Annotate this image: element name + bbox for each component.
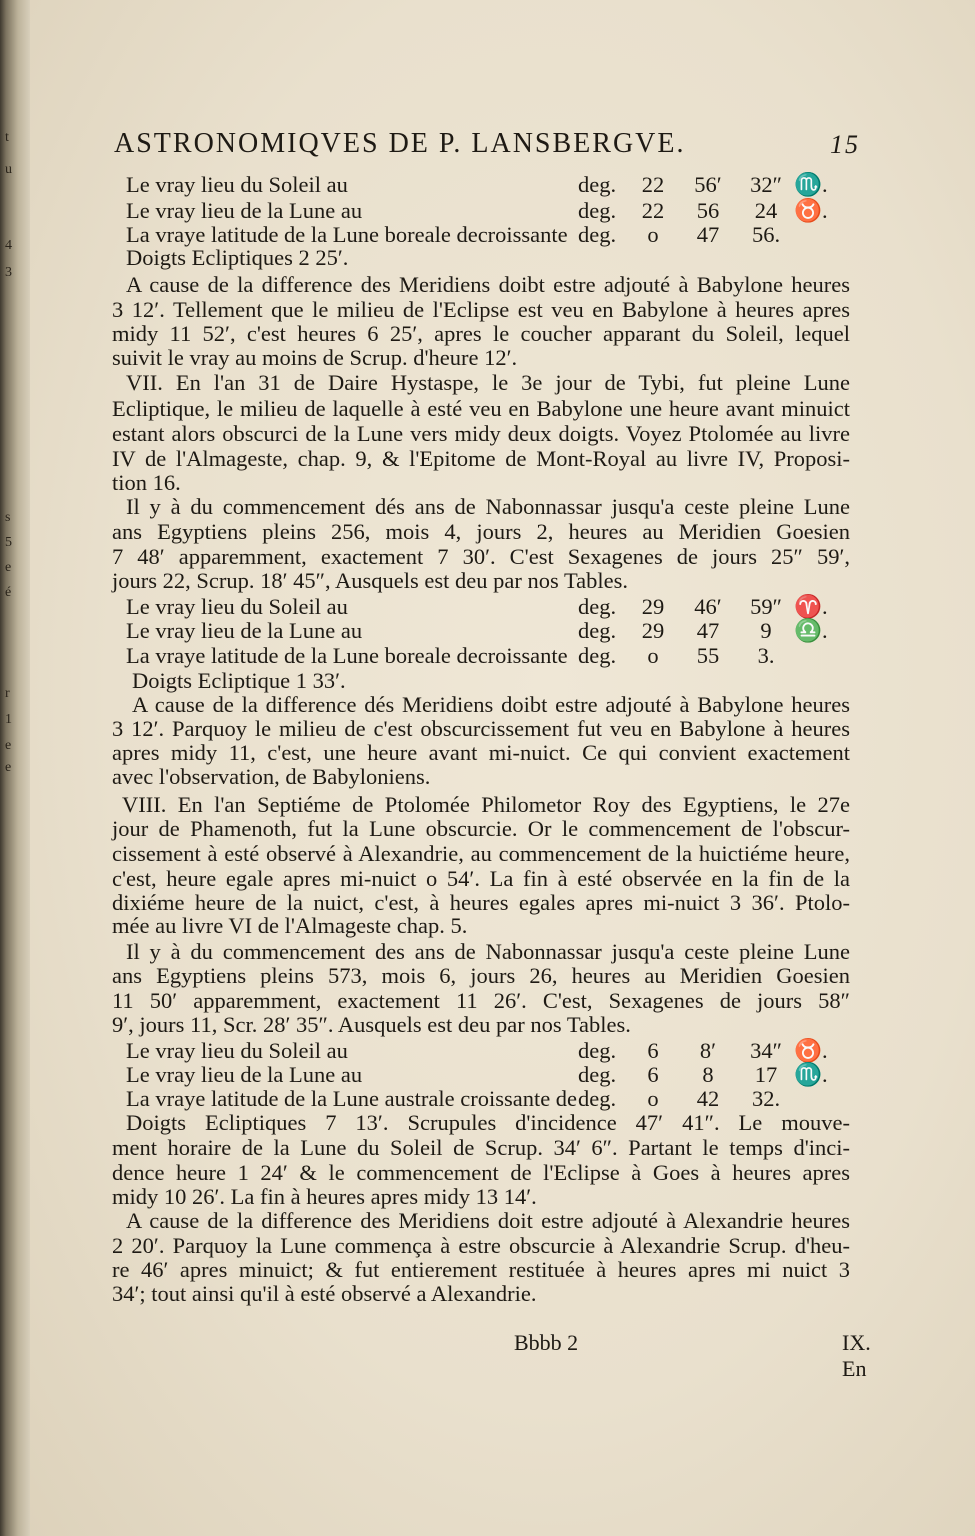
gutter-letter: é — [5, 585, 12, 600]
text-line: tion 16. — [112, 470, 181, 495]
page-sheet — [30, 0, 975, 1536]
zodiac-sign: ♏. — [794, 1062, 828, 1087]
row-degrees: 6 — [647, 1038, 659, 1063]
row-minutes: 8 — [702, 1062, 714, 1087]
catchword: IX. En — [842, 1330, 871, 1381]
row-degrees: 29 — [641, 618, 665, 643]
text-line: 34′; tout ainsi qu'il à esté observé a Alexandrie. — [112, 1281, 537, 1306]
text-line: apres midy 11, c'est, une heure avant mi-nuict. Ce qui convient exactement — [112, 740, 850, 765]
row-label: Le vray lieu de la Lune au — [126, 1062, 363, 1087]
text-line: A cause de la difference des Meridiens doibt estre adjouté à Babylone heures — [126, 272, 850, 297]
row-degrees: 29 — [641, 594, 665, 619]
row-seconds: 24 — [754, 198, 778, 223]
row-unit: deg. — [578, 1062, 617, 1087]
text-line: IV de l'Almageste, chap. 9, & l'Epitome de Mont-Royal au livre IV, Proposi- — [112, 446, 850, 471]
running-title: ASTRONOMIQVES DE P. LANSBERGVE. — [114, 128, 686, 159]
row-unit: deg. — [578, 643, 617, 668]
row-degrees: o — [647, 1086, 659, 1111]
gutter-letter: e — [5, 560, 12, 575]
zodiac-sign: ♉. — [794, 1038, 828, 1063]
row-minutes: 56′ — [694, 172, 722, 197]
table-row — [126, 618, 846, 644]
text-line: 2 20′. Parquoy la Lune commença à estre obscurcie à Alexandrie Scrup. d'heu- — [112, 1233, 850, 1258]
zodiac-sign: ♏. — [794, 172, 828, 197]
text-line: 3 12′. Parquoy le milieu de c'est obscurcissement fut veu en Babylone à heures — [112, 716, 850, 741]
gutter-letter: e — [5, 738, 12, 753]
text-line: 9′, jours 11, Scr. 28′ 35″. Ausquels est deu par nos Tables. — [112, 1012, 631, 1037]
text-line: jour de Phamenoth, fut la Lune obscurcie. Or le commencement de l'obscur- — [112, 816, 850, 841]
row-unit: deg. — [578, 618, 617, 643]
text-line: 7 48′ apparemment, exactement 7 30′. C'est Sexagenes de jours 25″ 59′, — [112, 544, 850, 569]
text-line: midy 11 52′, c'est heures 6 25′, apres le coucher apparant du Soleil, lequel — [112, 321, 850, 346]
text-line: VIII. En l'an Septiéme de Ptolomée Philometor Roy des Egyptiens, le 27e — [122, 792, 850, 817]
row-seconds: 56. — [751, 222, 781, 247]
row-seconds: 34″ — [750, 1038, 782, 1063]
gutter-letter: 5 — [5, 535, 12, 550]
text-line: ans Egyptiens pleins 256, mois 4, jours 2, heures au Meridien Goesien — [112, 519, 850, 544]
row-unit: deg. — [578, 594, 617, 619]
running-header — [114, 128, 860, 162]
text-line: Il y à du commencement dés ans de Nabonnassar jusqu'a ceste pleine Lune — [126, 494, 850, 519]
row-minutes: 56 — [696, 198, 720, 223]
row-label: Le vray lieu du Soleil au — [126, 172, 348, 197]
row-unit: deg. — [578, 1086, 617, 1111]
text-line: Doigts Ecliptiques 7 13′. Scrupules d'incidence 47′ 41″. Le mouve- — [126, 1110, 850, 1135]
row-degrees: 22 — [641, 172, 665, 197]
row-seconds: 17 — [754, 1062, 778, 1087]
text-line: c'est, heure egale apres mi-nuict o 54′. La fin à esté observée en la fin de la — [112, 866, 850, 891]
text-line: 11 50′ apparemment, exactement 11 26′. C'est, Sexagenes de jours 58″ — [112, 988, 850, 1013]
text-line: jours 22, Scrup. 18′ 45″, Ausquels est deu par nos Tables. — [112, 568, 629, 593]
text-line: 3 12′. Tellement que le milieu de l'Eclipse est veu en Babylone à heures apres — [112, 297, 850, 322]
gutter-letter: u — [5, 162, 12, 177]
row-degrees: 6 — [647, 1062, 659, 1087]
row-label: Le vray lieu de la Lune au — [126, 198, 363, 223]
row-minutes: 55 — [696, 643, 720, 668]
gutter-letter: t — [5, 130, 9, 145]
text-line: avec l'observation, de Babyloniens. — [112, 764, 431, 789]
gutter-letter: r — [5, 686, 10, 701]
text-line: dence heure 1 24′ & le commencement de l'Eclipse à Goes à heures apres — [112, 1160, 850, 1185]
row-minutes: 46′ — [694, 594, 722, 619]
row-unit: deg. — [578, 172, 617, 197]
row-minutes: 8′ — [699, 1038, 717, 1063]
text-line: Doigts Ecliptique 1 33′. — [132, 668, 346, 693]
text-line: dixiéme heure de la nuict, c'est, à heures egales apres mi-nuict 3 36′. Ptolo- — [112, 890, 850, 915]
table-row — [126, 1086, 846, 1112]
table-row — [126, 594, 846, 620]
row-label: La vraye latitude de la Lune australe croissante de — [126, 1086, 578, 1111]
zodiac-sign: ♎. — [794, 618, 828, 643]
row-degrees: o — [647, 643, 659, 668]
text-line: A cause de la difference dés Meridiens doibt estre adjouté à Babylone heures — [132, 692, 850, 717]
gutter-letter: 4 — [5, 238, 12, 253]
text-line: estant alors obscurci de la Lune vers midy deux doigts. Voyez Ptolomée au livre — [112, 421, 850, 446]
text-line: midy 10 26′. La fin à heures apres midy 13 14′. — [112, 1184, 537, 1209]
row-seconds: 59″ — [750, 594, 782, 619]
text-line: re 46′ apres minuict; & fut entierement restituée à heures apres mi nuict 3 — [112, 1257, 850, 1282]
row-seconds: 32. — [751, 1086, 781, 1111]
text-line: cissement à esté observé à Alexandrie, au commencement de la huictiéme heure, — [112, 841, 850, 866]
row-unit: deg. — [578, 198, 617, 223]
text-line: A cause de la difference des Meridiens doit estre adjouté à Alexandrie heures — [126, 1208, 850, 1233]
text-line: Ecliptique, le milieu de laquelle à esté veu en Babylone une heure avant minuict — [112, 396, 850, 421]
gutter-letter: e — [5, 760, 12, 775]
row-minutes: 42 — [696, 1086, 720, 1111]
row-label: La vraye latitude de la Lune boreale decroissante — [126, 643, 568, 668]
gutter-letter: 3 — [5, 265, 12, 280]
row-minutes: 47 — [696, 618, 720, 643]
text-line: VII. En l'an 31 de Daire Hystaspe, le 3e jour de Tybi, fut pleine Lune — [126, 370, 850, 395]
row-minutes: 47 — [696, 222, 720, 247]
row-unit: deg. — [578, 1038, 617, 1063]
table-row — [126, 643, 846, 669]
text-line: Il y à du commencement des ans de Nabonnassar jusqu'a ceste pleine Lune — [126, 939, 850, 964]
row-unit: deg. — [578, 222, 617, 247]
text-line: suivit le vray au moins de Scrup. d'heure 12′. — [112, 345, 518, 370]
gutter-letter: s — [5, 510, 11, 525]
text-line: ans Egyptiens pleins 573, mois 6, jours 26, heures au Meridien Goesien — [112, 963, 850, 988]
binding-gutter — [0, 0, 30, 1536]
table-row — [126, 172, 846, 198]
row-label: La vraye latitude de la Lune boreale decroissante — [126, 222, 568, 247]
row-degrees: 22 — [641, 198, 665, 223]
table-row — [126, 1062, 846, 1088]
text-line: mée au livre VI de l'Almageste chap. 5. — [112, 913, 468, 938]
row-label: Le vray lieu de la Lune au — [126, 618, 363, 643]
text-line: Doigts Ecliptiques 2 25′. — [126, 245, 349, 270]
row-seconds: 3. — [757, 643, 775, 668]
page-number: 15 — [830, 130, 860, 159]
row-label: Le vray lieu du Soleil au — [126, 1038, 348, 1063]
table-row — [126, 1038, 846, 1064]
table-row — [126, 198, 846, 224]
text-line: ment horaire de la Lune du Soleil de Scrup. 34′ 6″. Partant le temps d'inci- — [112, 1135, 850, 1160]
row-label: Le vray lieu du Soleil au — [126, 594, 348, 619]
zodiac-sign: ♈. — [794, 594, 828, 619]
zodiac-sign: ♉. — [794, 198, 828, 223]
gutter-letter: 1 — [5, 712, 12, 727]
row-degrees: o — [647, 222, 659, 247]
signature-mark: Bbbb 2 — [514, 1330, 579, 1355]
row-seconds: 32″ — [750, 172, 782, 197]
row-seconds: 9 — [760, 618, 772, 643]
